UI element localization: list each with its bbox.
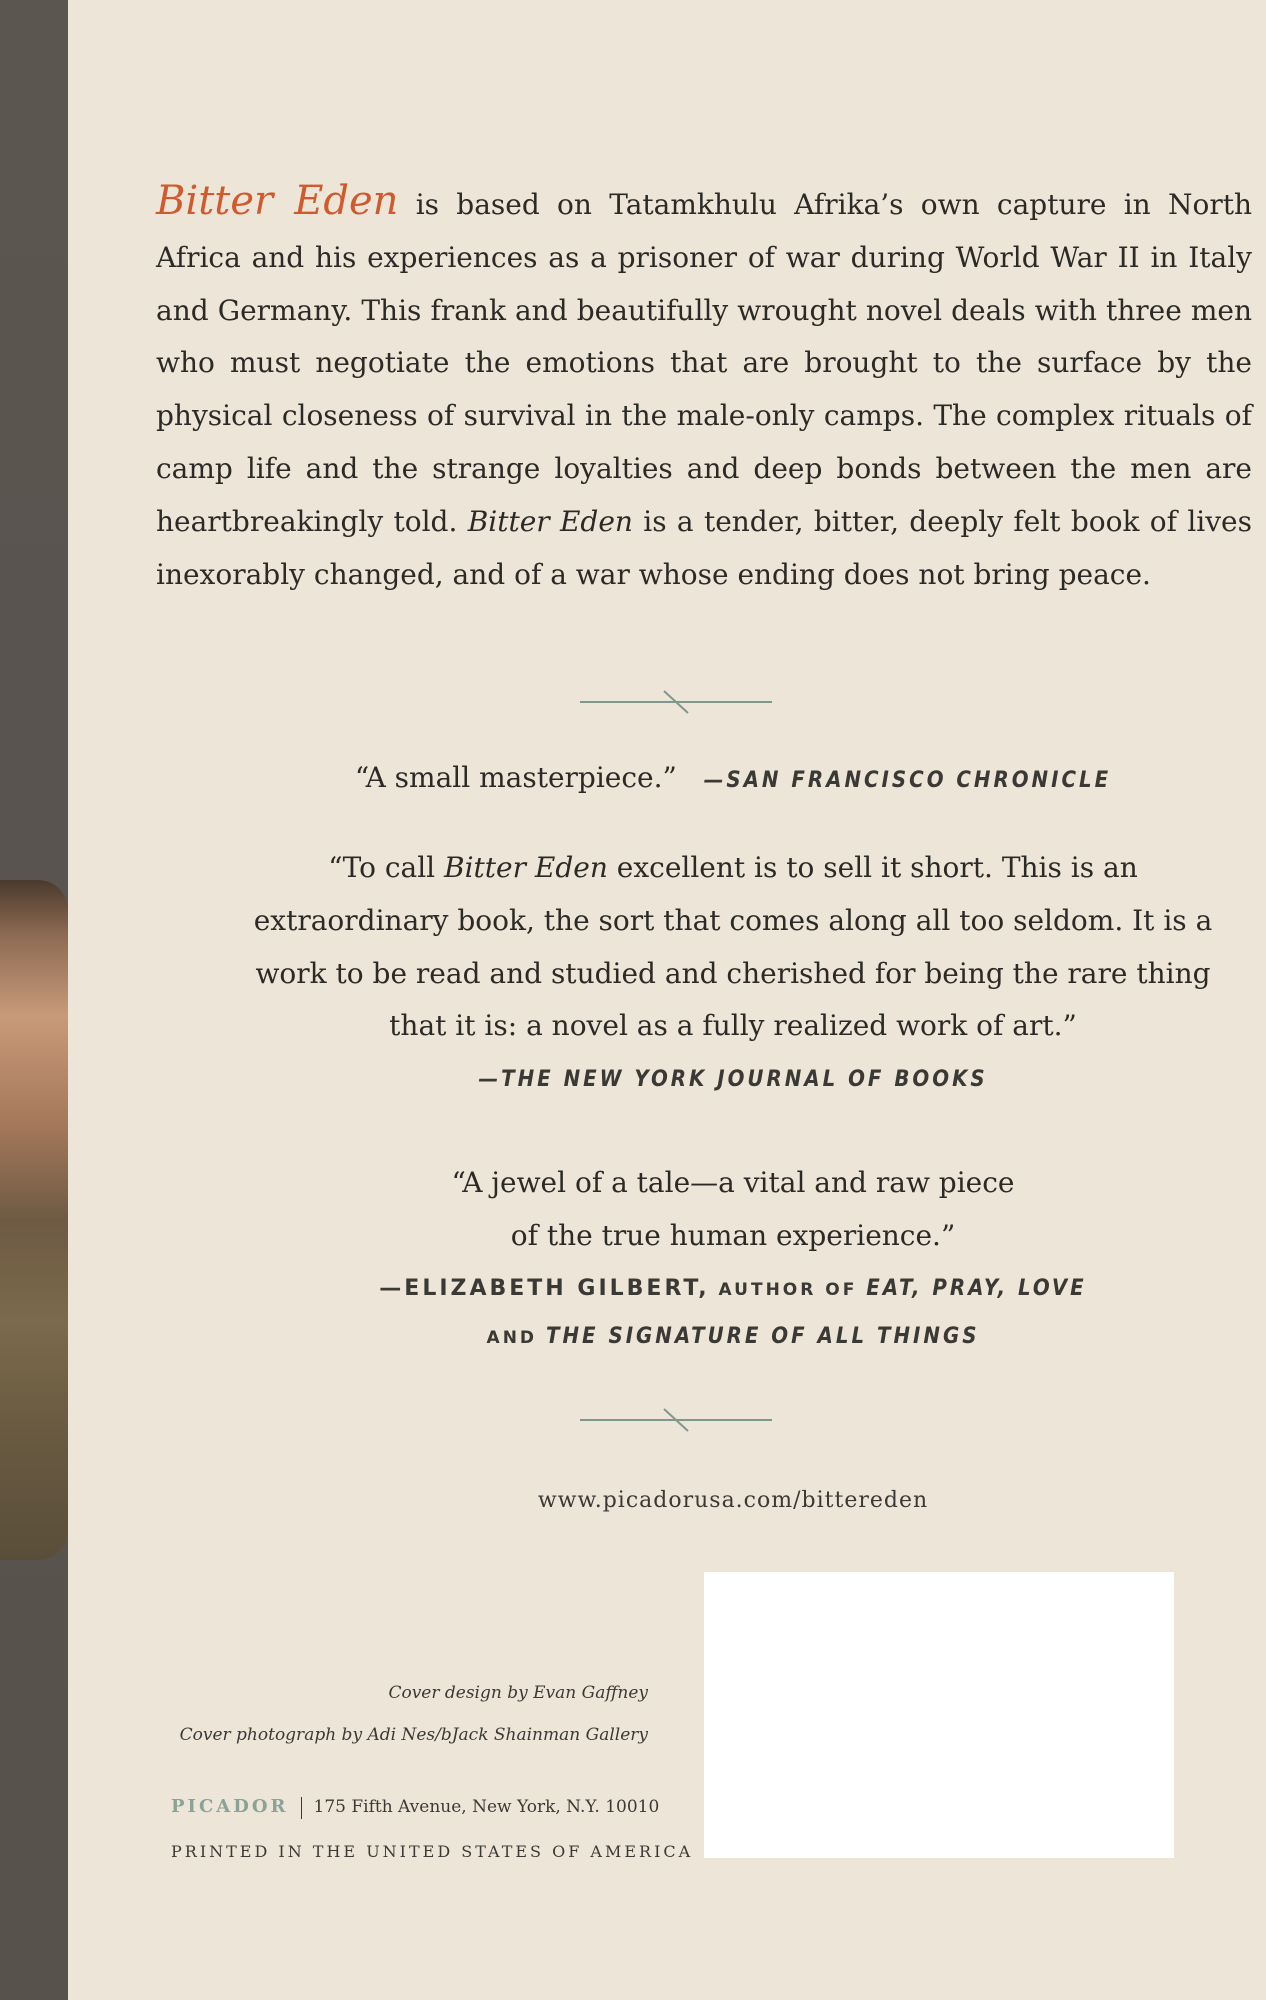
quote-3-line-1: “A jewel of a tale—a vital and raw piece <box>451 1166 1015 1199</box>
quote-3-attr-name: —ELIZABETH GILBERT, <box>379 1276 710 1301</box>
quote-2-attribution-line <box>218 1067 1248 1092</box>
quote-3-attr-and: AND <box>486 1328 546 1348</box>
quote-1 <box>218 752 1248 808</box>
publisher-separator <box>301 1797 302 1819</box>
ornament-divider-top <box>580 690 772 714</box>
publisher-line <box>171 1796 659 1819</box>
quote-3-attr-book-2: THE SIGNATURE OF ALL THINGS <box>545 1324 980 1349</box>
printed-notice: PRINTED IN THE UNITED STATES OF AMERICA <box>171 1842 694 1861</box>
blurb-text-2: is a tender, bitter, deeply felt book of lives inexorably changed, and of a war whose ending does not bring peace. <box>156 504 1252 591</box>
cover-photo-edge <box>0 880 68 1560</box>
quote-3-attr-author: AUTHOR OF <box>709 1280 867 1300</box>
quote-2-attribution: —THE NEW YORK JOURNAL OF BOOKS <box>478 1067 988 1092</box>
quote-3-line-2: of the true human experience.” <box>510 1218 956 1252</box>
quote-2-title: Bitter Eden <box>444 851 608 884</box>
back-cover <box>68 0 1266 2000</box>
quote-2 <box>248 842 1218 1053</box>
quote-3-attribution-line-2 <box>218 1324 1248 1349</box>
publisher-logo-name: PICADOR <box>171 1796 289 1817</box>
website-url[interactable]: www.picadorusa.com/bittereden <box>537 1488 929 1513</box>
blurb-title: Bitter Eden <box>156 178 399 224</box>
quote-3 <box>218 1157 1248 1263</box>
quote-2-text-a: “To call <box>328 851 445 884</box>
blurb-title-inline: Bitter Eden <box>467 504 633 538</box>
quote-1-attribution: —SAN FRANCISCO CHRONICLE <box>703 768 1112 793</box>
barcode-area <box>704 1572 1174 1858</box>
book-blurb <box>156 175 1252 601</box>
publisher-address: 175 Fifth Avenue, New York, N.Y. 10010 <box>313 1797 660 1817</box>
quote-3-attribution-line-1 <box>218 1276 1248 1301</box>
ornament-divider-bottom <box>580 1408 772 1432</box>
credit-photo: Cover photograph by Adi Nes/bJack Shainman Gallery <box>179 1725 648 1745</box>
blurb-text-1: is based on Tatamkhulu Afrika’s own capture in North Africa and his experiences as a prisoner of war during World War II in Italy and Germany. This frank and beautifully wrought novel deals with three men who must negotiate the emotions that are brought to the surface by the physical closeness of survival in the male-only camps. The complex rituals of camp life and the strange loyalties and deep bonds between the men are heartbreakingly told. <box>156 188 1252 538</box>
credit-design: Cover design by Evan Gaffney <box>388 1683 648 1703</box>
quote-2-text-b: excellent is to sell it short. This is an extraordinary book, the sort that comes along all too seldom. It is a work to be read and studied and cherished for being the rare thing that it is: a novel as a fully realized work of art.” <box>253 851 1213 1043</box>
quote-3-attr-book-1: EAT, PRAY, LOVE <box>866 1276 1087 1301</box>
quote-1-text: “A small masterpiece.” <box>354 761 677 794</box>
